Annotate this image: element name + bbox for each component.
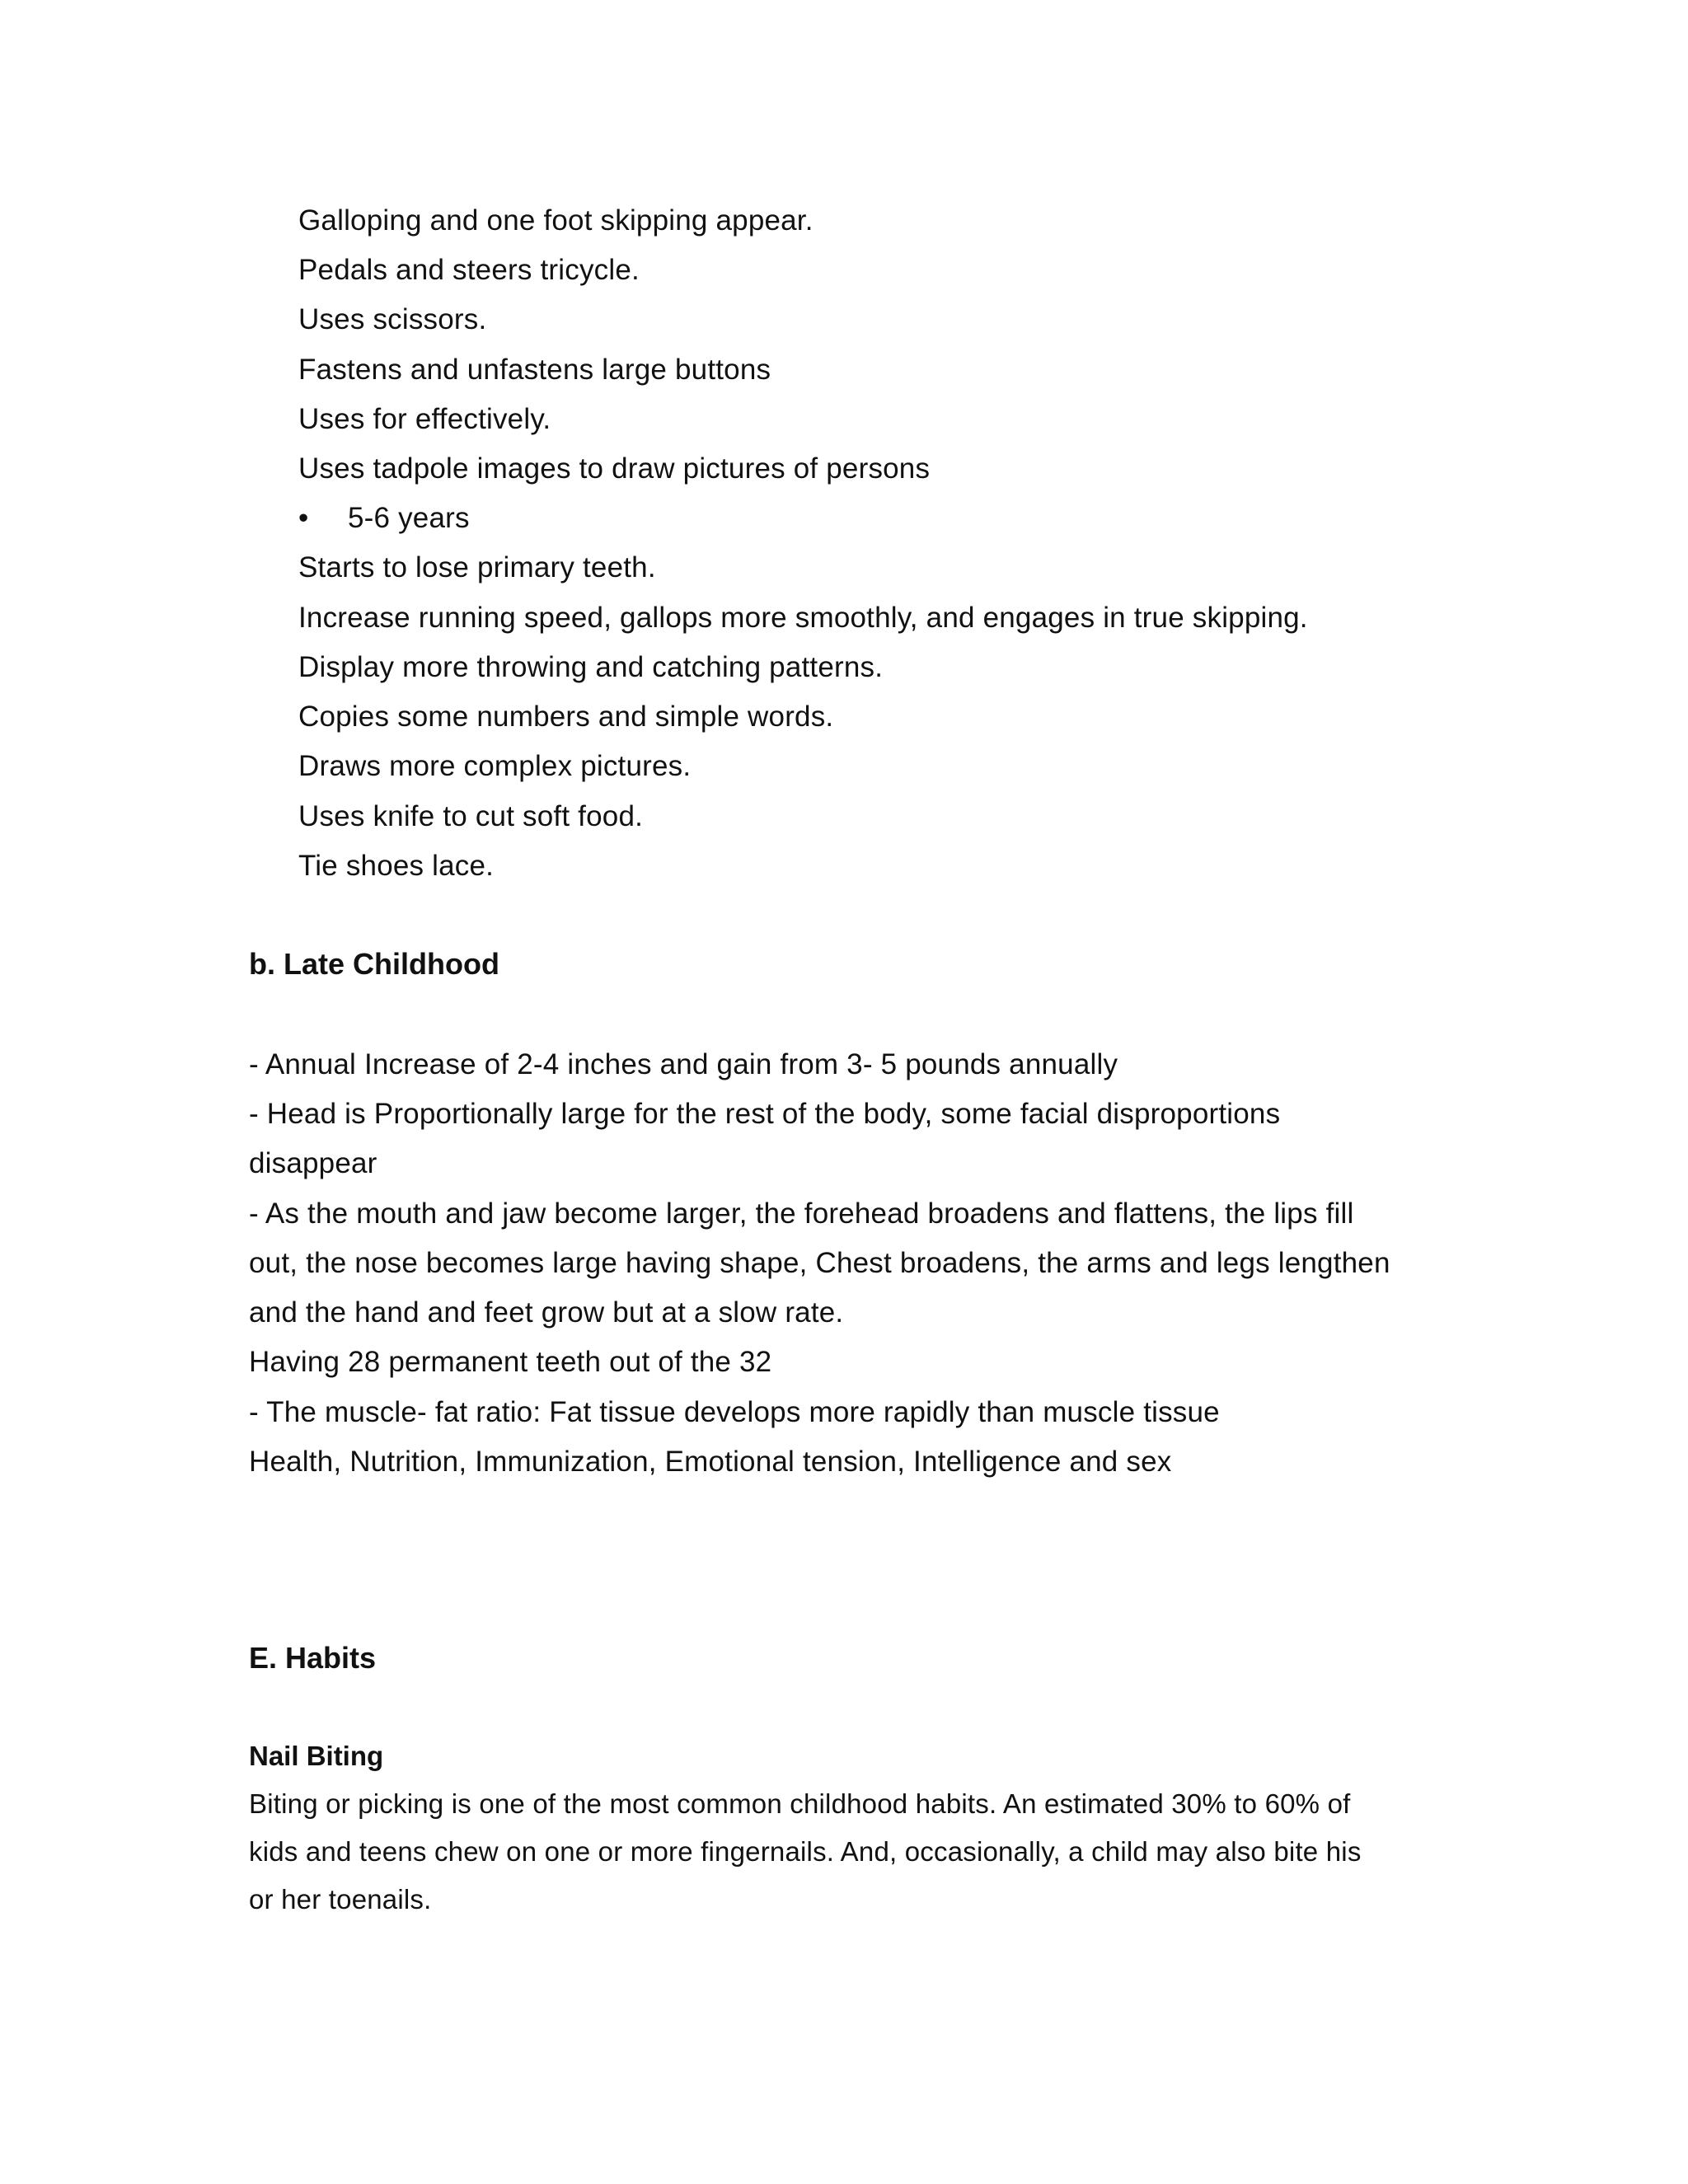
list-item: Tie shoes lace. — [298, 850, 495, 882]
paragraph-line: disappear — [249, 1147, 377, 1179]
list-item: Uses for effectively. — [298, 403, 551, 435]
paragraph-line: - Head is Proportionally large for the rest of the body, some facial disproportions — [249, 1098, 1281, 1130]
paragraph-line: and the hand and feet grow but at a slow rate. — [249, 1296, 844, 1329]
paragraph-line: Having 28 permanent teeth out of the 32 — [249, 1346, 772, 1378]
bullet-icon: • — [298, 502, 309, 534]
section-heading-late-childhood: b. Late Childhood — [249, 947, 499, 981]
paragraph-line: out, the nose becomes large having shape, Chest broadens, the arms and legs lengthen — [249, 1247, 1390, 1279]
section-heading-habits: E. Habits — [249, 1641, 377, 1675]
paragraph-line: - As the mouth and jaw become larger, the forehead broadens and flattens, the lips fill — [249, 1197, 1354, 1230]
list-item: Fastens and unfastens large buttons — [298, 354, 771, 386]
list-item: Pedals and steers tricycle. — [298, 254, 640, 286]
list-item: Uses scissors. — [298, 303, 487, 335]
list-item: Uses knife to cut soft food. — [298, 800, 644, 832]
list-item: Display more throwing and catching patterns. — [298, 651, 884, 683]
list-item: Draws more complex pictures. — [298, 750, 692, 782]
list-item: Galloping and one foot skipping appear. — [298, 204, 814, 237]
paragraph-line: - The muscle- fat ratio: Fat tissue develops more rapidly than muscle tissue — [249, 1396, 1220, 1428]
subheading-nail-biting: Nail Biting — [249, 1741, 384, 1771]
paragraph-line: - Annual Increase of 2-4 inches and gain from 3- 5 pounds annually — [249, 1048, 1118, 1080]
list-item: Uses tadpole images to draw pictures of persons — [298, 452, 931, 485]
list-item: Copies some numbers and simple words. — [298, 701, 834, 733]
paragraph-line: or her toenails. — [249, 1884, 432, 1915]
paragraph-line: kids and teens chew on one or more fingernails. And, occasionally, a child may also bite his — [249, 1836, 1362, 1867]
paragraph-line: Health, Nutrition, Immunization, Emotional tension, Intelligence and sex — [249, 1446, 1172, 1478]
paragraph-line: Biting or picking is one of the most common childhood habits. An estimated 30% to 60% of — [249, 1788, 1351, 1819]
bullet-label: 5-6 years — [348, 502, 470, 534]
list-item: Increase running speed, gallops more smoothly, and engages in true skipping. — [298, 602, 1308, 634]
list-item: Starts to lose primary teeth. — [298, 551, 656, 583]
